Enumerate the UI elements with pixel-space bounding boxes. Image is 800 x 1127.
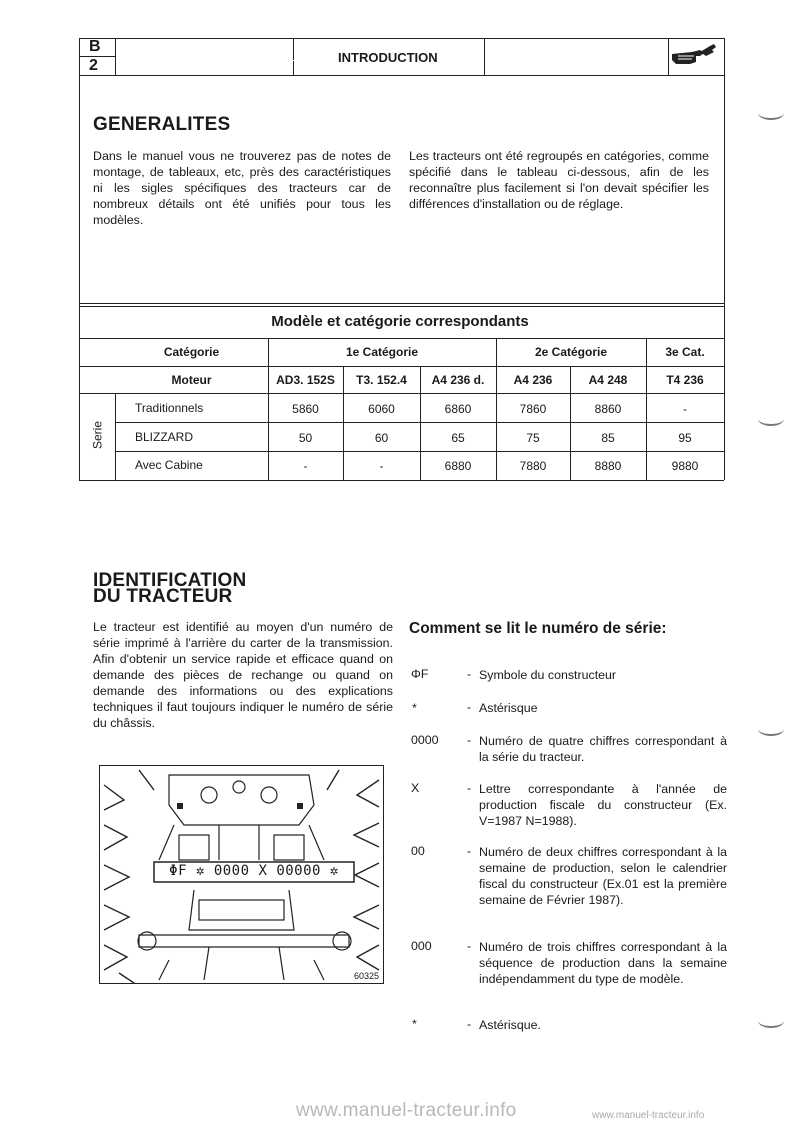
moteur-2: T3. 152.4 <box>356 373 407 387</box>
dash: - <box>467 733 472 747</box>
serial-description: Numéro de deux chiffres correspondant à la semaine de production, selon le calendrier fiscal du constructeur (Ex.01 est la première semaine de Février 1987). <box>479 845 727 907</box>
dash: - <box>467 1017 472 1031</box>
dash: - <box>467 700 472 714</box>
moteur-3: A4 236 d. <box>431 373 485 387</box>
row-avec-cabine-label: Avec Cabine <box>135 458 203 472</box>
serial-symbol: 0000 <box>411 733 439 747</box>
figure-number: 60325 <box>354 971 380 981</box>
table-cell: 9880 <box>671 459 699 473</box>
moteur-6: T4 236 <box>666 373 704 387</box>
serial-description: Numéro de trois chiffres correspondant à la séquence de production dans la semaine indépendamment du type de modèle. <box>479 940 727 986</box>
table-cell: 5860 <box>292 402 319 416</box>
serial-plate-text: ΦF ✲ 0000 X 00000 ✲ <box>169 863 339 879</box>
dash: - <box>467 939 472 953</box>
moteur-1: AD3. 152S <box>276 373 335 387</box>
identification-heading-line1: IDENTIFICATION <box>93 570 247 591</box>
serial-symbol: 000 <box>411 939 432 953</box>
footer-watermark-small: www.manuel-tracteur.info <box>592 1110 705 1121</box>
category-3: 3e Cat. <box>665 345 705 359</box>
categorie-label: Catégorie <box>163 345 220 359</box>
punch-hole-mark <box>758 722 784 736</box>
section-letter: B <box>89 38 101 55</box>
moteur-4: A4 236 <box>513 373 553 387</box>
category-1: 1e Catégorie <box>345 345 419 359</box>
moteur-label: Moteur <box>171 373 212 387</box>
serie-label: Serie <box>90 421 105 450</box>
table-cell: 6860 <box>444 402 472 416</box>
identification-text: Le tracteur est identifié au moyen d'un numéro de série imprimé à l'arrière du carter de la transmission. Afin d'obtenir un service rapide et efficace quand on demande des pièces de rechange ou quand on demande des informations ou des explications techniques il faut toujours indiquer le numéro de série du châssis. <box>93 620 393 730</box>
page-number: 2 <box>89 57 98 74</box>
serial-symbol: ΦF <box>411 667 429 681</box>
generalites-col1: Dans le manuel vous ne trouverez pas de notes de montage, de tableaux, etc, près des caractéristiques ni les sigles spécifiques des tracteurs car de nombreux détails ont été unifiés pour tous les modèles. <box>93 149 391 227</box>
tractor-rear-illustration <box>99 765 389 985</box>
serial-symbol: X <box>411 781 420 795</box>
table-cell: 65 <box>451 431 465 445</box>
category-2: 2e Catégorie <box>534 345 608 359</box>
footer-watermark: www.manuel-tracteur.info <box>296 1100 517 1121</box>
moteur-5: A4 248 <box>588 373 628 387</box>
dash: - <box>467 844 472 858</box>
serial-description: Lettre correspondante à l'année de production fiscale du constructeur (Ex. V=1987 N=1988). <box>479 782 727 828</box>
hand-wrench-icon <box>670 42 720 72</box>
table-cell: 50 <box>298 431 313 445</box>
generalites-col2: Les tracteurs ont été regroupés en catégories, comme spécifié dans le tableau ci-dessous, afin de les reconnaître plus facilement si l'on devait spécifier les différences d'installation ou de réglage. <box>409 149 709 211</box>
serial-symbol: * <box>412 1017 417 1031</box>
table-cell: - <box>379 459 384 473</box>
table-cell: 75 <box>526 431 540 445</box>
table-title: Modèle et catégorie correspondants <box>271 313 529 330</box>
table-cell: 95 <box>678 431 692 445</box>
table-cell: - <box>303 459 308 473</box>
serial-description: Symbole du constructeur <box>479 668 617 682</box>
identification-heading-line2: DU TRACTEUR <box>93 586 233 607</box>
table-cell: 85 <box>601 431 615 445</box>
table-cell: - <box>683 402 687 416</box>
table-cell: 8880 <box>594 459 622 473</box>
serial-symbol: * <box>412 701 417 715</box>
row-blizzard-label: BLIZZARD <box>135 430 194 444</box>
dash: - <box>467 781 472 795</box>
header-title: INTRODUCTION <box>338 50 438 65</box>
serial-heading: Comment se lit le numéro de série: <box>409 620 667 637</box>
table-cell: 7880 <box>519 459 547 473</box>
serial-symbol: 00 <box>411 844 425 858</box>
serial-description: Astérisque. <box>479 1018 541 1032</box>
table-cell: 6060 <box>368 402 395 416</box>
generalites-heading: GENERALITES <box>93 114 231 135</box>
serial-description: Numéro de quatre chiffres correspondant à la série du tracteur. <box>479 734 727 764</box>
punch-hole-mark <box>758 106 784 120</box>
table-cell: 8860 <box>594 402 622 416</box>
punch-hole-mark <box>758 412 784 426</box>
row-traditionnels-label: Traditionnels <box>135 401 204 415</box>
serial-description: Astérisque <box>479 701 538 715</box>
table-cell: 60 <box>374 431 389 445</box>
punch-hole-mark <box>758 1014 784 1028</box>
table-cell: 7860 <box>519 402 547 416</box>
dash: - <box>467 667 472 681</box>
table-cell: 6880 <box>444 459 472 473</box>
